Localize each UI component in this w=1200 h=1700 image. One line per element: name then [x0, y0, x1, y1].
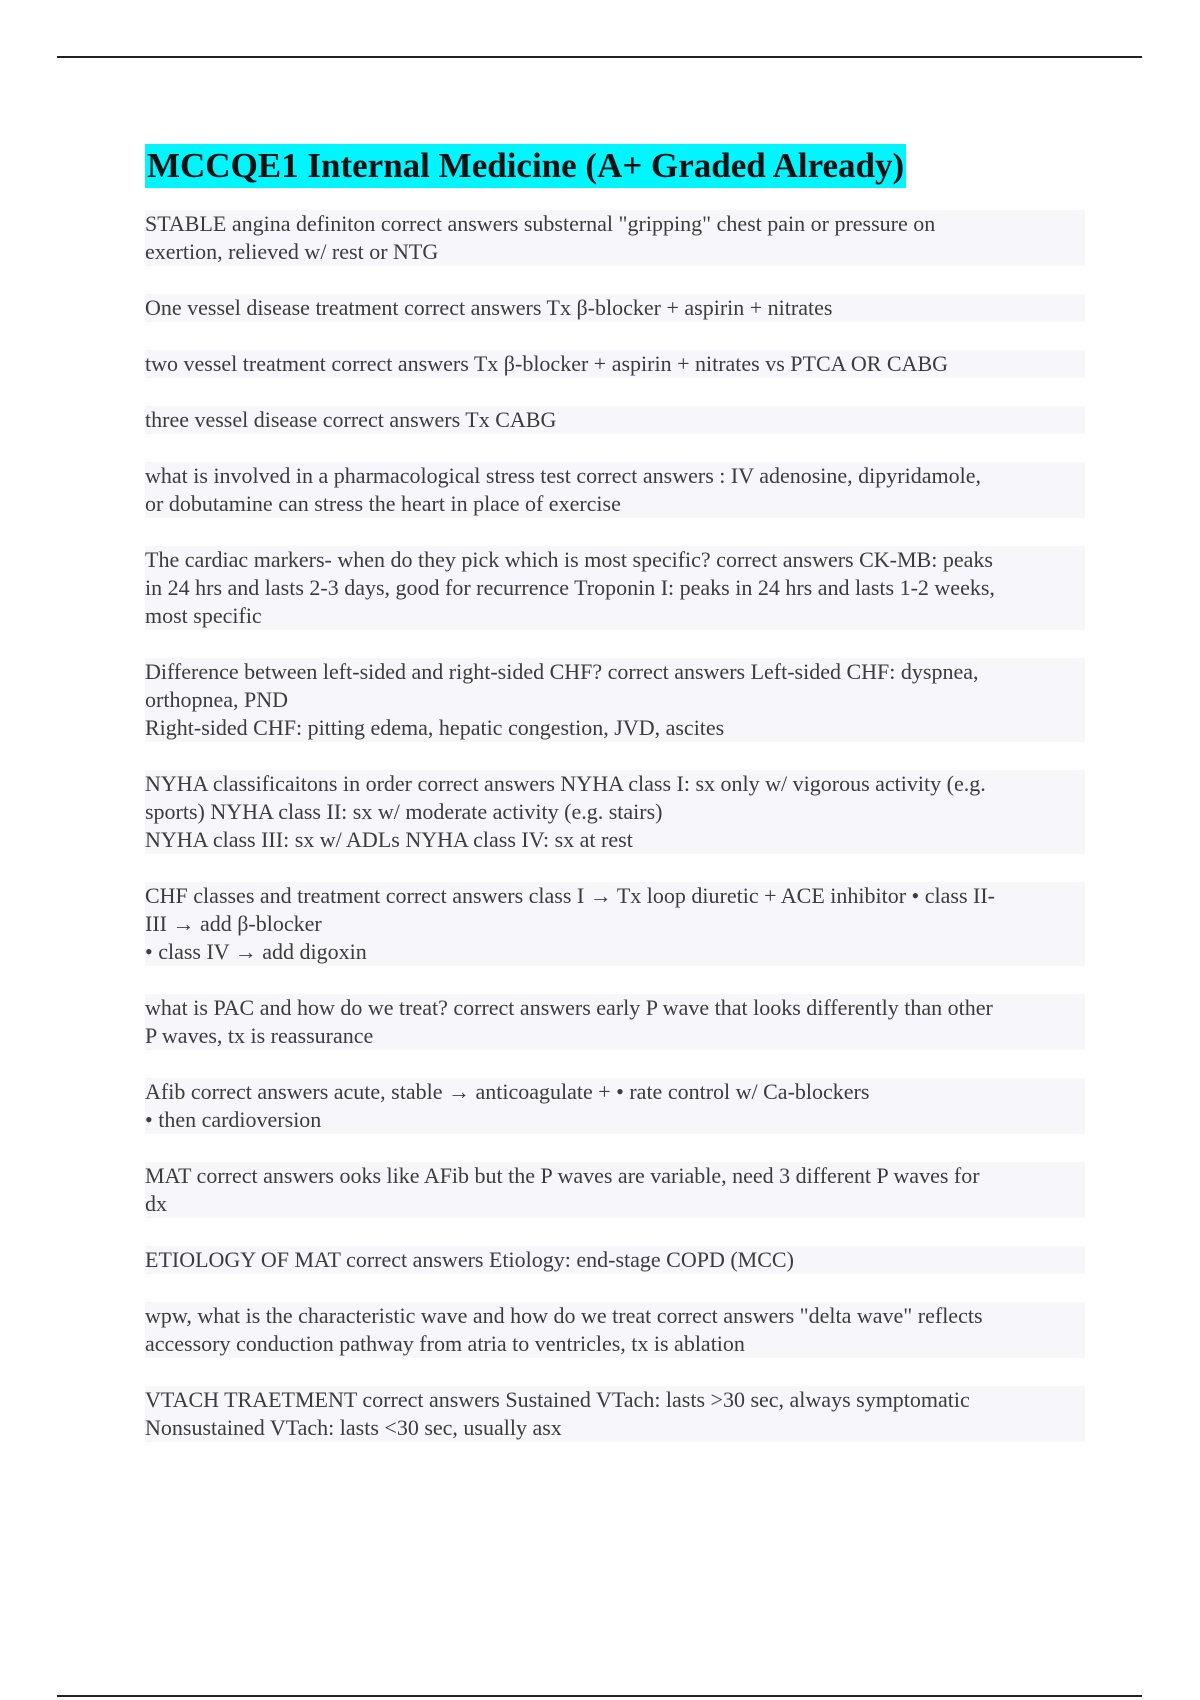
qa-line: three vessel disease correct answers Tx CABG — [145, 406, 1085, 434]
qa-line: exertion, relieved w/ rest or NTG — [145, 238, 1085, 266]
qa-item — [145, 294, 1085, 322]
qa-line: or dobutamine can stress the heart in place of exercise — [145, 490, 1085, 518]
qa-line: ETIOLOGY OF MAT correct answers Etiology: end-stage COPD (MCC) — [145, 1246, 1085, 1274]
qa-item — [145, 350, 1085, 378]
qa-line: III → add β-blocker — [145, 910, 1085, 938]
qa-item — [145, 210, 1085, 266]
qa-list — [145, 210, 1085, 1442]
qa-item — [145, 1386, 1085, 1442]
qa-line: P waves, tx is reassurance — [145, 1022, 1085, 1050]
qa-item — [145, 882, 1085, 966]
qa-line: CHF classes and treatment correct answers class I → Tx loop diuretic + ACE inhibitor • class II- — [145, 882, 1085, 910]
qa-line: most specific — [145, 602, 1085, 630]
qa-line: NYHA class III: sx w/ ADLs NYHA class IV: sx at rest — [145, 826, 1085, 854]
qa-line: MAT correct answers ooks like AFib but the P waves are variable, need 3 different P waves for — [145, 1162, 1085, 1190]
footer-rule — [57, 1695, 1142, 1697]
qa-item — [145, 1162, 1085, 1218]
qa-line: Difference between left-sided and right-sided CHF? correct answers Left-sided CHF: dyspnea, — [145, 658, 1085, 686]
qa-item — [145, 546, 1085, 630]
qa-line: • then cardioversion — [145, 1106, 1085, 1134]
qa-line: • class IV → add digoxin — [145, 938, 1085, 966]
qa-line: STABLE angina definiton correct answers substernal "gripping" chest pain or pressure on — [145, 210, 1085, 238]
qa-line: Nonsustained VTach: lasts <30 sec, usually asx — [145, 1414, 1085, 1442]
qa-item — [145, 1302, 1085, 1358]
qa-line: accessory conduction pathway from atria to ventricles, tx is ablation — [145, 1330, 1085, 1358]
qa-line: two vessel treatment correct answers Tx β-blocker + aspirin + nitrates vs PTCA OR CABG — [145, 350, 1085, 378]
qa-item — [145, 1078, 1085, 1134]
document-body — [145, 144, 1085, 1470]
qa-line: VTACH TRAETMENT correct answers Sustained VTach: lasts >30 sec, always symptomatic — [145, 1386, 1085, 1414]
qa-item — [145, 1246, 1085, 1274]
qa-line: Afib correct answers acute, stable → anticoagulate + • rate control w/ Ca-blockers — [145, 1078, 1085, 1106]
qa-line: The cardiac markers- when do they pick which is most specific? correct answers CK-MB: peaks — [145, 546, 1085, 574]
qa-line: what is PAC and how do we treat? correct answers early P wave that looks differently than other — [145, 994, 1085, 1022]
qa-item — [145, 658, 1085, 742]
document-title: MCCQE1 Internal Medicine (A+ Graded Already) — [145, 144, 906, 188]
qa-line: One vessel disease treatment correct answers Tx β-blocker + aspirin + nitrates — [145, 294, 1085, 322]
qa-item — [145, 770, 1085, 854]
qa-line: sports) NYHA class II: sx w/ moderate activity (e.g. stairs) — [145, 798, 1085, 826]
qa-line: what is involved in a pharmacological stress test correct answers : IV adenosine, dipyridamole, — [145, 462, 1085, 490]
qa-line: orthopnea, PND — [145, 686, 1085, 714]
header-rule — [57, 56, 1142, 58]
qa-line: Right-sided CHF: pitting edema, hepatic congestion, JVD, ascites — [145, 714, 1085, 742]
qa-item — [145, 994, 1085, 1050]
qa-item — [145, 462, 1085, 518]
qa-line: dx — [145, 1190, 1085, 1218]
qa-line: wpw, what is the characteristic wave and how do we treat correct answers "delta wave" reflects — [145, 1302, 1085, 1330]
qa-line: in 24 hrs and lasts 2-3 days, good for recurrence Troponin I: peaks in 24 hrs and lasts 1-2 weeks, — [145, 574, 1085, 602]
qa-line: NYHA classificaitons in order correct answers NYHA class I: sx only w/ vigorous activity (e.g. — [145, 770, 1085, 798]
qa-item — [145, 406, 1085, 434]
